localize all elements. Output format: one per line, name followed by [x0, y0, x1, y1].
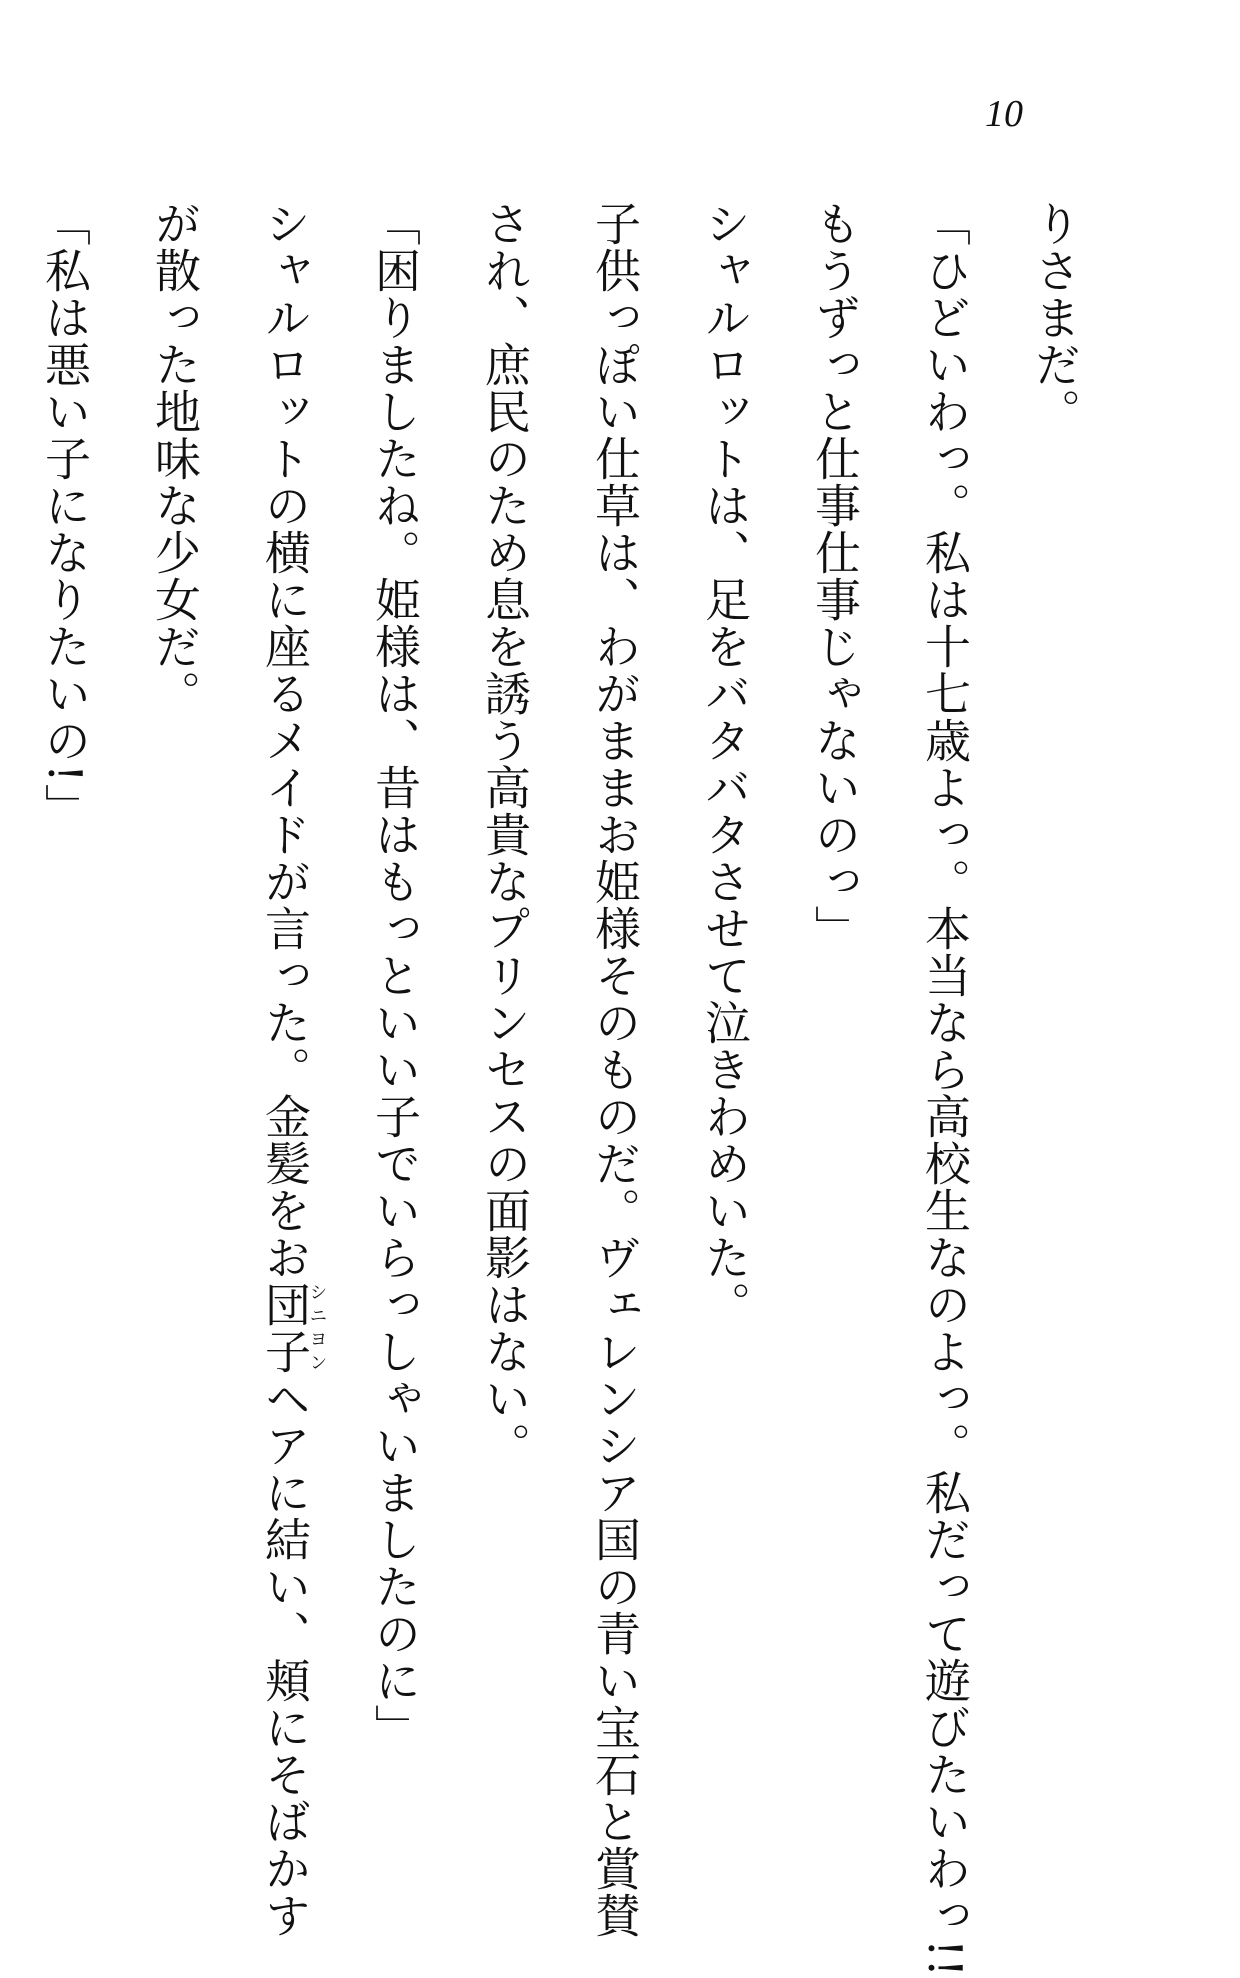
- text-line: 「困りましたね。姫様は、昔はもっといい子でいらっしゃいましたのに」: [368, 200, 422, 1751]
- text-line: 「私は悪い子になりたいの!」: [38, 200, 92, 831]
- ruby-annotation: [258, 1281, 328, 1375]
- text-line: 子供っぽい仕草は、わがままお姫様そのものだ。ヴェレンシア国の青い宝石と賞賛: [588, 200, 642, 1939]
- text-line: もうずっと仕事仕事じゃないのっ」: [808, 200, 862, 952]
- text-line: シャルロットは、足をバタバタさせて泣きわめいた。: [698, 200, 752, 1328]
- text-line-with-ruby: [230, 200, 340, 1939]
- text-line-part: ヘアに結い、頬にそばかす: [258, 1375, 312, 1939]
- text-line: が散った地味な少女だ。: [148, 200, 202, 717]
- text-line: [0, 200, 10, 1680]
- ruby-reading: シニヨン: [306, 1281, 328, 1375]
- text-line: 「ひどいわっ。私は十七歳よっ。本当なら高校生なのよっ。私だって遊びたいわっ!!: [918, 200, 972, 1978]
- body-text: [38, 200, 1110, 1978]
- text-line: され、庶民のため息を誘う高貴なプリンセスの面影はない。: [478, 200, 532, 1469]
- page-number: 10: [985, 93, 1023, 135]
- ruby-base: 団子: [258, 1281, 312, 1375]
- text-line-part: シャルロットの横に座るメイドが言った。金髪をお: [258, 200, 312, 1281]
- text-line: りさまだ。: [1028, 200, 1082, 435]
